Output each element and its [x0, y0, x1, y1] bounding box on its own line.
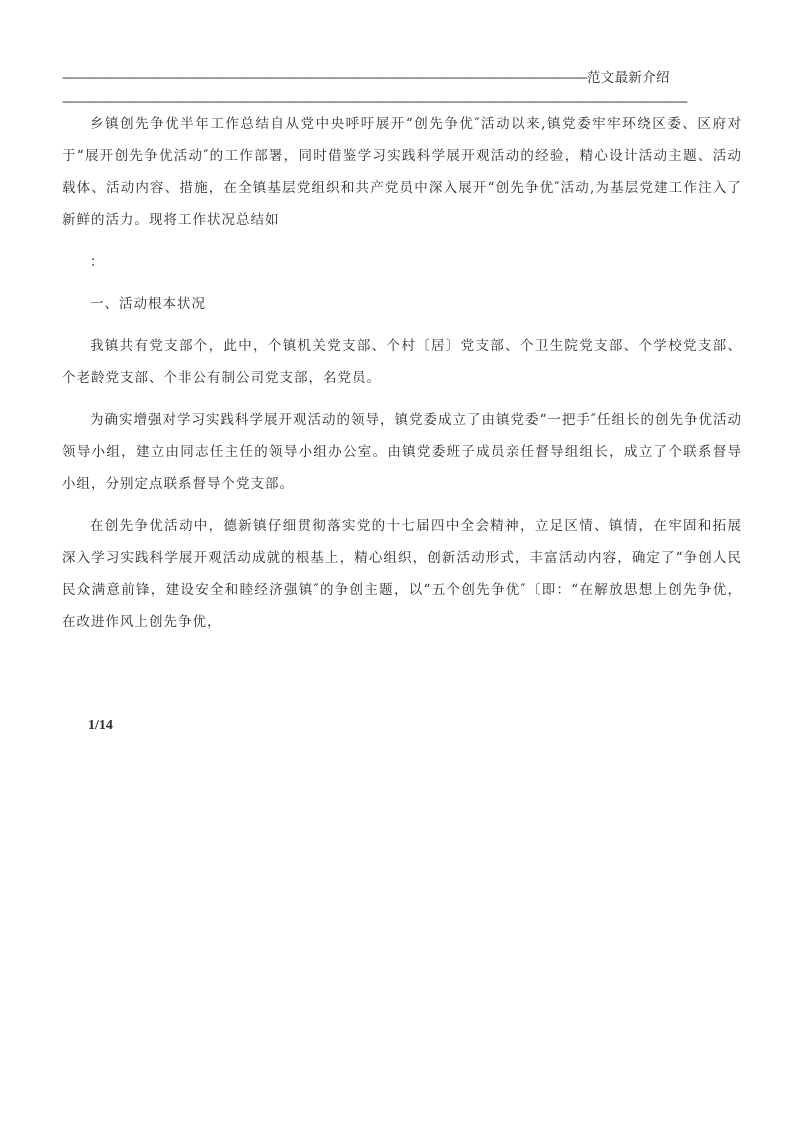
intro-paragraph: 乡镇创先争优半年工作总结自从党中央呼吁展开“创先争优″活动以来,镇党委牢牢环绕区委、区府对于“展开创先争优活动″的工作部署，同时借鉴学习实践科学展开观活动的经验，精心设计活动主题、活动载体、活动内容、措施，在全镇基层党组织和共产党员中深入展开“创先争优″活动,为基层党建工作注入了新鲜的活力。现将工作状况总结如: [62, 116, 742, 228]
header-rule-right: ——————————————————————————————————————————————————: [62, 94, 687, 110]
section-heading: 一、活动根本状况: [90, 296, 206, 312]
colon-line: ：: [90, 254, 105, 270]
document-body: [62, 108, 742, 648]
body-paragraph: 我镇共有党支部个，此中，个镇机关党支部、个村〔居〕党支部、个卫生院党支部、个学校党支部、个老龄党支部、个非公有制公司党支部，名党员。: [62, 338, 742, 386]
body-paragraph: 为确实增强对学习实践科学展开观活动的领导，镇党委成立了由镇党委“一把手″任组长的创先争优活动领导小组，建立由同志任主任的领导小组办公室。由镇党委班子成员亲任督导组组长，成立了个联系督导小组，分别定点联系督导个党支部。: [62, 412, 742, 492]
header-title: 范文最新介绍: [587, 70, 670, 86]
page-number: 1/14: [88, 718, 113, 733]
page-header: [62, 66, 742, 114]
header-rule-left: ——————————————————————————————————————————: [62, 70, 587, 86]
body-paragraph: 在创先争优活动中，德新镇仔细贯彻落实党的十七届四中全会精神，立足区情、镇情，在牢固和拓展深入学习实践科学展开观活动成就的根基上，精心组织，创新活动形式，丰富活动内容，确定了“争创人民民众满意前锋，建设安全和睦经济强镇″的争创主题，以“五个创先争优″〔即：“在解放思想上创先争优，在改进作风上创先争优，: [62, 518, 742, 630]
